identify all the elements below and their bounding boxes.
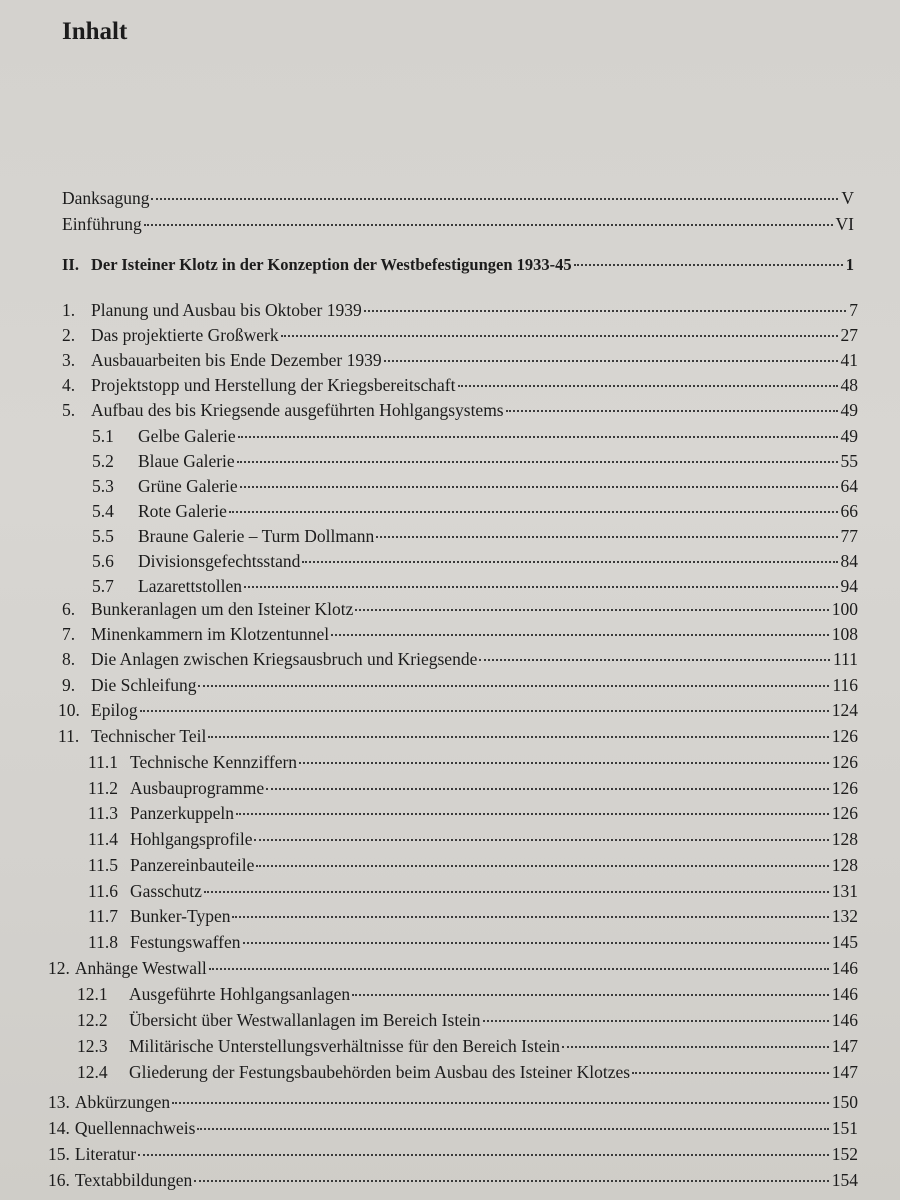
dot-leader [483,1020,829,1022]
toc-entry-page: 128 [831,829,858,849]
toc-entry-number: 3. [62,350,76,370]
toc-entry [48,1142,858,1166]
toc-entry [92,549,858,573]
toc-entry [88,853,858,877]
toc-entry-danksagung [62,186,854,210]
toc-entry [58,698,858,722]
dot-leader [376,536,837,538]
dot-leader [254,839,828,841]
dot-leader [198,685,829,687]
toc-entry-label: Divisionsgefechtsstand [138,551,301,571]
toc-entry-page: 132 [831,906,858,926]
toc-entry [92,574,858,598]
toc-entry [92,474,858,498]
toc-entry-page: 128 [831,855,858,875]
dot-leader [237,461,838,463]
toc-entry-einfuehrung [62,212,854,236]
toc-entry-number: 5.4 [92,501,114,521]
dot-leader [355,609,828,611]
toc-entry-label: Projektstopp und Herstellung der Kriegsbereitschaft [91,375,456,395]
toc-entry [88,776,858,800]
dot-leader [364,310,846,312]
toc-entry-label: Planung und Ausbau bis Oktober 1939 [91,300,362,320]
toc-entry [92,524,858,548]
toc-entry [62,398,858,422]
toc-entry-label: Das projektierte Großwerk [91,325,279,345]
toc-entry-label: Die Schleifung [91,675,197,695]
toc-entry-label: Ausbauarbeiten bis Ende Dezember 1939 [91,350,382,370]
toc-entry-page: 111 [833,649,858,669]
toc-entry-number: 5.6 [92,551,114,571]
toc-entry-number: 11. [58,726,80,746]
toc-entry-number: 11.8 [88,932,118,952]
toc-entry-label: Aufbau des bis Kriegsende ausgeführten Hohlgangsystems [91,400,504,420]
toc-entry-number: 5.3 [92,476,114,496]
dot-leader [266,788,829,790]
toc-entry-label: Einführung [62,214,142,234]
dot-leader [197,1128,828,1130]
toc-entry-label: Blaue Galerie [138,451,235,471]
toc-entry [92,499,858,523]
toc-entry-label: Lazarettstollen [138,576,242,596]
toc-part-page: 1 [845,255,854,274]
toc-entry [58,724,858,748]
toc-entry [48,1116,858,1140]
toc-entry [48,1168,858,1192]
dot-leader [232,916,828,918]
toc-entry [88,827,858,851]
toc-entry-label: Anhänge Westwall [74,958,207,978]
toc-entry-label: Panzereinbauteile [130,855,255,875]
toc-entry-page: 147 [831,1062,858,1082]
toc-entry-page: 27 [840,325,858,345]
dot-leader [384,360,838,362]
toc-entry [62,323,858,347]
toc-entry-number: 12.2 [77,1010,108,1030]
toc-entry-number: 5. [62,400,76,420]
toc-entry [88,904,858,928]
dot-leader [458,385,838,387]
toc-entry-number: 9. [62,675,76,695]
toc-entry-label: Die Anlagen zwischen Kriegsausbruch und Kriegsende [91,649,478,669]
dot-leader [194,1180,829,1182]
toc-entry-page: 131 [831,881,858,901]
toc-entry-number: 14. [48,1118,70,1138]
toc-entry [48,1090,858,1114]
toc-entry [62,622,858,646]
toc-entry-number: 10. [58,700,80,720]
toc-entry-page: 84 [840,551,858,571]
toc-entry-label: Braune Galerie – Turm Dollmann [138,526,375,546]
dot-leader [506,410,838,412]
dot-leader [204,891,829,893]
toc-entry-page: 48 [840,375,858,395]
toc-entry [62,373,858,397]
toc-entry-page: 147 [831,1036,858,1056]
toc-entry-number: 12. [48,958,70,978]
toc-entry-number: 11.1 [88,752,118,772]
dot-leader [256,865,828,867]
toc-part-label: Der Isteiner Klotz in der Konzeption der Westbefestigungen 1933-45 [91,255,572,274]
toc-entry-number: 6. [62,599,76,619]
dot-leader [574,264,843,266]
dot-leader [208,736,828,738]
dot-leader [632,1072,829,1074]
toc-entry-number: 12.3 [77,1036,108,1056]
toc-entry-number: 12.4 [77,1062,108,1082]
dot-leader [299,762,829,764]
toc-entry-page: 41 [840,350,858,370]
toc-entry-number: 11.5 [88,855,118,875]
toc-entry-number: 11.2 [88,778,118,798]
page-title: Inhalt [62,18,128,45]
dot-leader [240,486,838,488]
dot-leader [281,335,838,337]
toc-part-heading [62,253,854,277]
toc-entry-label: Danksagung [62,188,150,208]
toc-entry-page: 150 [831,1092,858,1112]
toc-part-number: II. [62,255,79,274]
toc-entry-number: 4. [62,375,76,395]
toc-entry-number: 15. [48,1144,70,1164]
dot-leader [144,224,833,226]
toc-entry-page: 49 [840,426,858,446]
toc-entry-page: 55 [840,451,858,471]
toc-entry [77,982,858,1006]
dot-leader [172,1102,829,1104]
toc-entry [77,1060,858,1084]
toc-entry-number: 12.1 [77,984,108,1004]
toc-entry-page: 66 [840,501,858,521]
dot-leader [352,994,829,996]
toc-entry [88,801,858,825]
toc-entry-label: Abkürzungen [74,1092,171,1112]
toc-entry-page: 77 [840,526,858,546]
toc-entry-label: Hohlgangsprofile [130,829,253,849]
toc-entry-label: Gelbe Galerie [138,426,236,446]
dot-leader [151,198,838,200]
toc-entry-page: 146 [831,984,858,1004]
toc-entry-label: Bunker-Typen [130,906,231,926]
toc-entry-label: Technische Kennziffern [130,752,298,772]
toc-entry-page: 126 [831,778,858,798]
toc-entry-number: 5.7 [92,576,114,596]
toc-entry-number: 11.3 [88,803,118,823]
toc-entry-number: 1. [62,300,76,320]
dot-leader [138,1154,829,1156]
toc-entry [88,879,858,903]
dot-leader [331,634,829,636]
toc-entry-number: 5.1 [92,426,114,446]
toc-entry [62,298,858,322]
toc-entry-label: Rote Galerie [138,501,227,521]
toc-entry [77,1008,858,1032]
toc-entry-number: 2. [62,325,76,345]
toc-entry-number: 8. [62,649,76,669]
dot-leader [229,511,838,513]
toc-entry-number: 11.4 [88,829,118,849]
toc-entry-page: V [841,188,854,208]
toc-entry [62,673,858,697]
toc-entry-label: Gliederung der Festungsbaubehörden beim Ausbau des Isteiner Klotzes [129,1062,631,1082]
toc-entry-number: 5.5 [92,526,114,546]
toc-entry-label: Minenkammern im Klotzentunnel [91,624,330,644]
toc-entry-page: 146 [831,958,858,978]
dot-leader [140,710,829,712]
toc-entry [92,449,858,473]
toc-entry-page: 146 [831,1010,858,1030]
toc-entry-page: 152 [831,1144,858,1164]
toc-entry-page: 64 [840,476,858,496]
dot-leader [302,561,837,563]
toc-entry-label: Grüne Galerie [138,476,238,496]
toc-entry-label: Textabbildungen [74,1170,193,1190]
dot-leader [562,1046,829,1048]
toc-entry [88,750,858,774]
toc-entry-number: 13. [48,1092,70,1112]
toc-entry [92,424,858,448]
toc-entry-label: Quellennachweis [74,1118,196,1138]
toc-entry-number: 5.2 [92,451,114,471]
toc-entry-page: 108 [831,624,858,644]
toc-entry-page: 145 [831,932,858,952]
toc-entry-page: 100 [831,599,858,619]
toc-entry [48,956,858,980]
toc-entry-label: Technischer Teil [91,726,207,746]
toc-entry-label: Bunkeranlagen um den Isteiner Klotz [91,599,354,619]
toc-entry-page: 94 [840,576,858,596]
toc-entry-page: 126 [831,752,858,772]
dot-leader [209,968,829,970]
toc-entry-page: 126 [831,803,858,823]
toc-entry-label: Ausbauprogramme [130,778,265,798]
toc-entry-label: Literatur [74,1144,137,1164]
toc-entry-label: Übersicht über Westwallanlagen im Bereich Istein [129,1010,481,1030]
toc-entry-number: 11.6 [88,881,118,901]
toc-entry-number: 7. [62,624,76,644]
toc-entry-page: 7 [849,300,858,320]
toc-entry [62,597,858,621]
dot-leader [243,942,829,944]
toc-entry-number: 11.7 [88,906,118,926]
toc-entry-page: 151 [831,1118,858,1138]
toc-entry-number: 16. [48,1170,70,1190]
dot-leader [236,813,829,815]
toc-entry [62,647,858,671]
toc-entry-label: Festungswaffen [130,932,241,952]
toc-entry-label: Gasschutz [130,881,202,901]
toc-entry-label: Militärische Unterstellungsverhältnisse für den Bereich Istein [129,1036,561,1056]
toc-entry [88,930,858,954]
toc-entry-label: Epilog [91,700,138,720]
toc-entry-label: Ausgeführte Hohlgangsanlagen [129,984,351,1004]
toc-entry-page: VI [835,214,854,234]
toc-entry-page: 116 [832,675,858,695]
dot-leader [479,659,830,661]
toc-entry-label: Panzerkuppeln [130,803,234,823]
toc-entry-page: 126 [831,726,858,746]
toc-entry [77,1034,858,1058]
dot-leader [244,586,838,588]
dot-leader [238,436,838,438]
toc-entry [62,348,858,372]
toc-entry-page: 49 [840,400,858,420]
toc-entry-page: 154 [831,1170,858,1190]
toc-entry-page: 124 [831,700,858,720]
